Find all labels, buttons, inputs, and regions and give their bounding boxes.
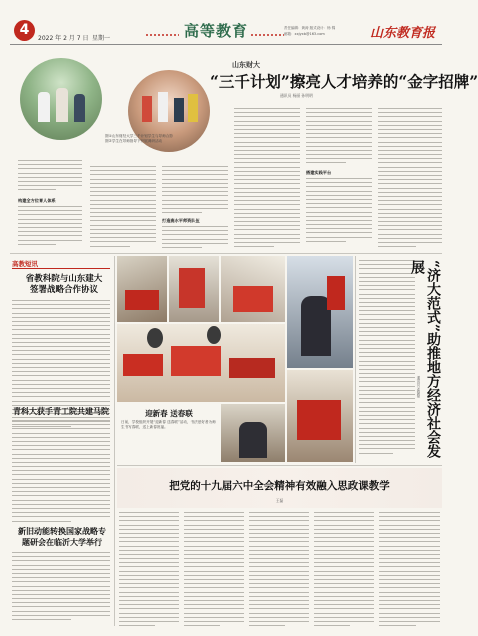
bottom-story-headline: 把党的十九届六中全会精神有效融入思政课教学 xyxy=(169,480,390,492)
lead-byline: 通讯员 杨丽 孙明明 xyxy=(280,93,313,98)
middle-bottom-rule xyxy=(117,465,442,466)
brief-item-1-title: 省教科院与山东建大签署战略合作协议 xyxy=(25,274,103,295)
feature-photo-6 xyxy=(287,370,353,462)
lead-text-col-4 xyxy=(234,108,300,250)
bottom-text-col-4 xyxy=(314,512,374,629)
brief-column xyxy=(10,256,112,626)
issue-date: 2022 年 2 月 7 日 xyxy=(38,35,89,42)
lead-text-col-5 xyxy=(306,108,372,167)
photo-feature xyxy=(117,256,353,463)
lead-subhead-1: 构建全方位育人体系 xyxy=(18,198,56,203)
side-byline: 通讯员 邓磊磊 xyxy=(416,376,420,398)
header-email: 邮箱：xxjyxb@163.com xyxy=(284,32,325,36)
section-title: 高等教育 xyxy=(184,22,249,40)
bottom-story-byline: 王磊 xyxy=(275,498,284,503)
feature-photo-4 xyxy=(287,256,353,368)
bottom-text-col-2 xyxy=(184,512,244,629)
page-number: 4 xyxy=(19,22,30,38)
feature-caption: 日前，学校组织开展“迎新春 送春联”活动，书法爱好者为师生书写春联，送上新春祝福。 xyxy=(121,420,216,429)
lead-subhead-2: 打造高水平师资队伍 xyxy=(162,218,200,223)
masthead-logo: 山东教育报 xyxy=(370,26,436,41)
bottom-text-col-5 xyxy=(379,512,440,629)
brief-tag: 高教短讯 xyxy=(12,260,38,268)
feature-photo-1 xyxy=(117,256,167,322)
bottom-text-col-1 xyxy=(119,512,179,629)
brief-item-2-title: 青科大获手青工院共建马院 xyxy=(13,406,109,416)
header-rule xyxy=(10,44,442,45)
lead-text-col-6 xyxy=(378,108,442,250)
side-column xyxy=(357,256,442,463)
page-header xyxy=(0,0,450,48)
feature-title: 迎新春 送春联 xyxy=(145,409,193,418)
lead-bottom-rule xyxy=(10,253,442,254)
header-editor-line: 责任编辑：黄涛 版式设计：杨 锦 xyxy=(284,26,336,30)
lead-text-col-1 xyxy=(18,160,82,194)
bottom-text-col-3 xyxy=(249,512,309,629)
header-dots-right xyxy=(250,33,284,38)
side-text-col-1 xyxy=(359,260,415,457)
brief-column-divider xyxy=(114,256,115,626)
lead-headline: “三千计划”擦亮人才培养的“金字招牌” xyxy=(210,72,478,91)
issue-weekday: 星期一 xyxy=(92,35,111,42)
brief-item-3-text xyxy=(12,552,110,623)
brief-tag-underline xyxy=(12,268,110,269)
feature-photo-3 xyxy=(221,256,285,322)
feature-photo-5 xyxy=(117,324,285,402)
brief-item-2-text xyxy=(12,420,110,525)
lead-photo-1 xyxy=(20,58,102,140)
side-headline: “济大范式”助推地方经济社会发展 xyxy=(409,260,441,459)
lead-photo-caption: 图①山东财经大学三千计划学生与导师合影 图②学生在导师指导下开展调研活动 xyxy=(105,134,173,143)
header-dots-left xyxy=(145,33,179,38)
lead-text-col-5b xyxy=(306,178,372,245)
lead-text-col-3 xyxy=(162,166,228,216)
feature-photo-2 xyxy=(169,256,219,322)
lead-text-col-3b xyxy=(162,226,228,251)
lead-story xyxy=(10,48,478,253)
feature-photo-7 xyxy=(221,404,285,462)
lead-kicker: 山东财大 xyxy=(232,60,260,69)
lead-text-col-1b xyxy=(18,206,82,248)
lead-subhead-3: 搭建实践平台 xyxy=(306,170,332,175)
lead-text-col-2 xyxy=(90,166,156,250)
brief-item-3-title: 新旧动能转换国家战略专题研会在临沂大学举行 xyxy=(18,526,106,547)
side-column-divider xyxy=(355,256,356,463)
bottom-story xyxy=(117,468,442,628)
